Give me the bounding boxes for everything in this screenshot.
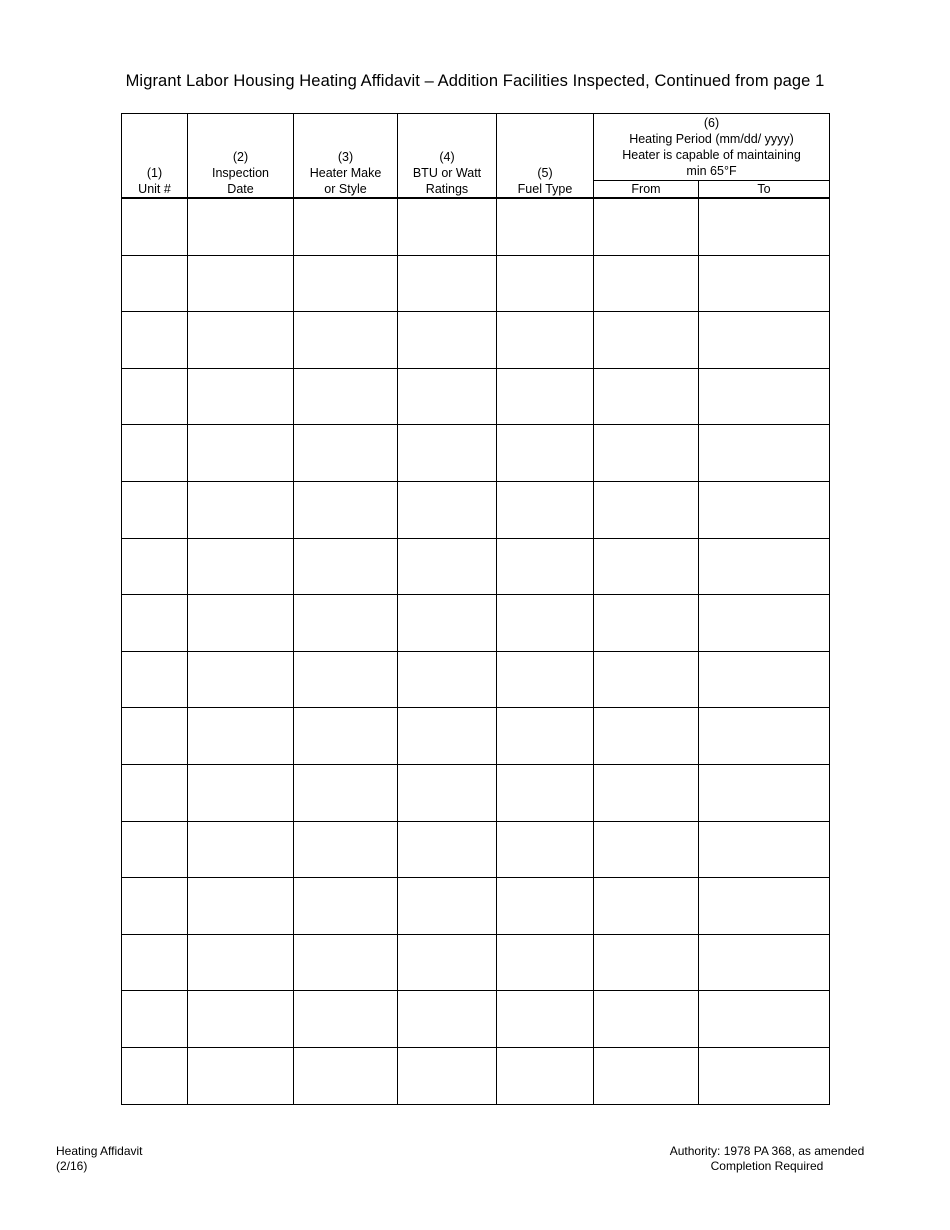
cell-to[interactable]: [699, 198, 830, 255]
cell-inspection-date[interactable]: [188, 708, 294, 765]
cell-fuel-type[interactable]: [497, 425, 594, 482]
cell-inspection-date[interactable]: [188, 312, 294, 369]
cell-to[interactable]: [699, 991, 830, 1048]
cell-heater-make[interactable]: [294, 538, 398, 595]
column-header-btu-watt: (4) BTU or Watt Ratings: [398, 114, 497, 199]
table-row: [122, 934, 830, 991]
column-header-unit: (1) Unit #: [122, 114, 188, 199]
table-row: [122, 764, 830, 821]
cell-from[interactable]: [594, 708, 699, 765]
cell-inspection-date[interactable]: [188, 1047, 294, 1104]
table-row: [122, 708, 830, 765]
table-row: [122, 991, 830, 1048]
form-name: Heating Affidavit: [56, 1144, 143, 1158]
cell-unit[interactable]: [122, 368, 188, 425]
cell-inspection-date[interactable]: [188, 481, 294, 538]
cell-heater-make[interactable]: [294, 651, 398, 708]
table-row: [122, 878, 830, 935]
cell-to[interactable]: [699, 595, 830, 652]
cell-from[interactable]: [594, 821, 699, 878]
cell-fuel-type[interactable]: [497, 1047, 594, 1104]
column-header-to: To: [699, 181, 830, 199]
column-header-from: From: [594, 181, 699, 199]
cell-to[interactable]: [699, 764, 830, 821]
cell-from[interactable]: [594, 425, 699, 482]
cell-heater-make[interactable]: [294, 764, 398, 821]
cell-inspection-date[interactable]: [188, 651, 294, 708]
cell-unit[interactable]: [122, 708, 188, 765]
cell-heater-make[interactable]: [294, 991, 398, 1048]
cell-from[interactable]: [594, 651, 699, 708]
cell-btu-watt[interactable]: [398, 878, 497, 935]
cell-fuel-type[interactable]: [497, 538, 594, 595]
cell-unit[interactable]: [122, 481, 188, 538]
cell-unit[interactable]: [122, 878, 188, 935]
cell-heater-make[interactable]: [294, 312, 398, 369]
cell-fuel-type[interactable]: [497, 255, 594, 312]
cell-fuel-type[interactable]: [497, 991, 594, 1048]
cell-inspection-date[interactable]: [188, 991, 294, 1048]
cell-btu-watt[interactable]: [398, 481, 497, 538]
cell-inspection-date[interactable]: [188, 764, 294, 821]
cell-btu-watt[interactable]: [398, 255, 497, 312]
cell-inspection-date[interactable]: [188, 878, 294, 935]
cell-inspection-date[interactable]: [188, 821, 294, 878]
table-row: [122, 481, 830, 538]
cell-heater-make[interactable]: [294, 368, 398, 425]
cell-fuel-type[interactable]: [497, 595, 594, 652]
cell-unit[interactable]: [122, 595, 188, 652]
table-row: [122, 425, 830, 482]
cell-fuel-type[interactable]: [497, 878, 594, 935]
column-group-heating-period: (6) Heating Period (mm/dd/ yyyy) Heater is capable of maintaining min 65°F: [594, 114, 830, 181]
cell-btu-watt[interactable]: [398, 198, 497, 255]
cell-inspection-date[interactable]: [188, 255, 294, 312]
cell-to[interactable]: [699, 708, 830, 765]
cell-to[interactable]: [699, 312, 830, 369]
cell-to[interactable]: [699, 878, 830, 935]
cell-from[interactable]: [594, 934, 699, 991]
cell-btu-watt[interactable]: [398, 368, 497, 425]
cell-btu-watt[interactable]: [398, 538, 497, 595]
table-row: [122, 312, 830, 369]
table-row: [122, 368, 830, 425]
column-header-heater-make: (3) Heater Make or Style: [294, 114, 398, 199]
cell-btu-watt[interactable]: [398, 764, 497, 821]
cell-fuel-type[interactable]: [497, 934, 594, 991]
cell-unit[interactable]: [122, 538, 188, 595]
cell-unit[interactable]: [122, 312, 188, 369]
cell-inspection-date[interactable]: [188, 368, 294, 425]
cell-btu-watt[interactable]: [398, 991, 497, 1048]
cell-fuel-type[interactable]: [497, 198, 594, 255]
cell-to[interactable]: [699, 368, 830, 425]
cell-unit[interactable]: [122, 1047, 188, 1104]
cell-unit[interactable]: [122, 991, 188, 1048]
cell-fuel-type[interactable]: [497, 368, 594, 425]
cell-from[interactable]: [594, 312, 699, 369]
table-row: [122, 255, 830, 312]
form-identifier: [56, 1144, 143, 1174]
cell-heater-make[interactable]: [294, 595, 398, 652]
cell-btu-watt[interactable]: [398, 651, 497, 708]
cell-fuel-type[interactable]: [497, 651, 594, 708]
cell-from[interactable]: [594, 595, 699, 652]
cell-unit[interactable]: [122, 198, 188, 255]
form-revision: (2/16): [56, 1159, 88, 1173]
cell-heater-make[interactable]: [294, 198, 398, 255]
page-title: Migrant Labor Housing Heating Affidavit – Addition Facilities Inspected, Continued from page 1: [125, 72, 825, 90]
cell-to[interactable]: [699, 255, 830, 312]
authority-notice: [650, 1144, 884, 1174]
cell-heater-make[interactable]: [294, 255, 398, 312]
table-row: [122, 538, 830, 595]
cell-fuel-type[interactable]: [497, 821, 594, 878]
table-row: [122, 651, 830, 708]
cell-unit[interactable]: [122, 764, 188, 821]
cell-to[interactable]: [699, 1047, 830, 1104]
cell-from[interactable]: [594, 764, 699, 821]
column-header-fuel-type: (5) Fuel Type: [497, 114, 594, 199]
cell-btu-watt[interactable]: [398, 312, 497, 369]
cell-heater-make[interactable]: [294, 708, 398, 765]
cell-inspection-date[interactable]: [188, 934, 294, 991]
authority-text: Authority: 1978 PA 368, as amended: [669, 1144, 865, 1158]
column-header-inspection-date: (2) Inspection Date: [188, 114, 294, 199]
cell-from[interactable]: [594, 538, 699, 595]
cell-inspection-date[interactable]: [188, 198, 294, 255]
table-row: [122, 198, 830, 255]
cell-to[interactable]: [699, 538, 830, 595]
table-row: [122, 1047, 830, 1104]
cell-btu-watt[interactable]: [398, 595, 497, 652]
cell-fuel-type[interactable]: [497, 708, 594, 765]
cell-heater-make[interactable]: [294, 878, 398, 935]
table-row: [122, 595, 830, 652]
table-row: [122, 821, 830, 878]
cell-btu-watt[interactable]: [398, 1047, 497, 1104]
cell-to[interactable]: [699, 425, 830, 482]
cell-from[interactable]: [594, 991, 699, 1048]
cell-inspection-date[interactable]: [188, 595, 294, 652]
cell-from[interactable]: [594, 481, 699, 538]
cell-inspection-date[interactable]: [188, 538, 294, 595]
cell-to[interactable]: [699, 651, 830, 708]
cell-to[interactable]: [699, 481, 830, 538]
cell-heater-make[interactable]: [294, 1047, 398, 1104]
cell-btu-watt[interactable]: [398, 425, 497, 482]
cell-heater-make[interactable]: [294, 821, 398, 878]
cell-heater-make[interactable]: [294, 481, 398, 538]
cell-btu-watt[interactable]: [398, 708, 497, 765]
cell-btu-watt[interactable]: [398, 821, 497, 878]
cell-heater-make[interactable]: [294, 934, 398, 991]
cell-from[interactable]: [594, 878, 699, 935]
cell-from[interactable]: [594, 255, 699, 312]
cell-unit[interactable]: [122, 425, 188, 482]
cell-from[interactable]: [594, 368, 699, 425]
cell-unit[interactable]: [122, 934, 188, 991]
heating-inspection-table: [121, 113, 830, 1105]
cell-heater-make[interactable]: [294, 425, 398, 482]
cell-inspection-date[interactable]: [188, 425, 294, 482]
cell-unit[interactable]: [122, 821, 188, 878]
cell-from[interactable]: [594, 198, 699, 255]
cell-unit[interactable]: [122, 651, 188, 708]
cell-fuel-type[interactable]: [497, 481, 594, 538]
cell-unit[interactable]: [122, 255, 188, 312]
cell-to[interactable]: [699, 934, 830, 991]
completion-text: Completion Required: [710, 1159, 824, 1173]
cell-btu-watt[interactable]: [398, 934, 497, 991]
cell-fuel-type[interactable]: [497, 764, 594, 821]
table-body: [122, 198, 830, 1104]
cell-from[interactable]: [594, 1047, 699, 1104]
cell-to[interactable]: [699, 821, 830, 878]
cell-fuel-type[interactable]: [497, 312, 594, 369]
